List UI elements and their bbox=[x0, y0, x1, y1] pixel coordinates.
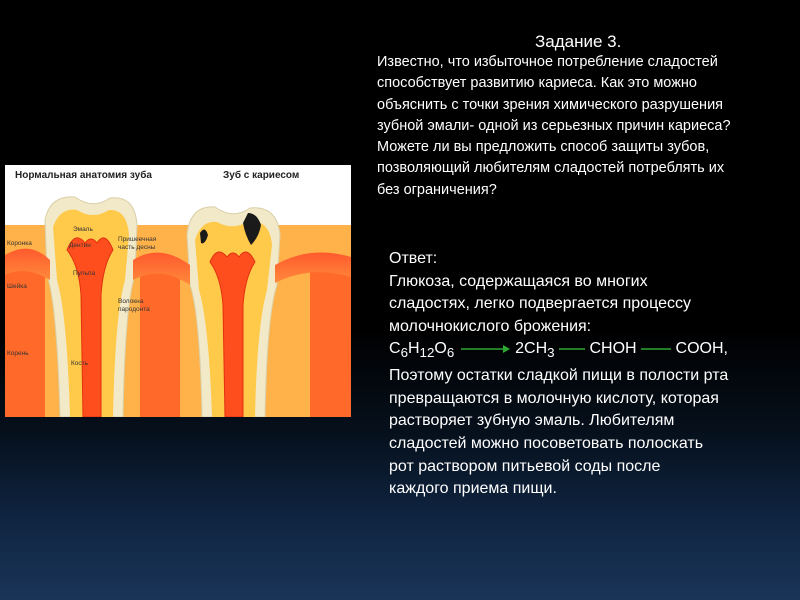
answer-line: Глюкоза, содержащаяся во многих bbox=[389, 272, 648, 290]
formula-h: H bbox=[407, 340, 420, 358]
answer-line: сладостей можно посоветовать полоскать bbox=[389, 434, 704, 452]
answer-label: Ответ: bbox=[389, 250, 438, 267]
answer-line: каждого приема пищи. bbox=[389, 480, 557, 498]
bond-line-icon bbox=[641, 344, 671, 354]
label-pulp: Пульпа bbox=[73, 270, 96, 277]
formula-o: O bbox=[434, 340, 447, 358]
formula-product-coef: 2CH bbox=[515, 340, 548, 358]
task-line: зубной эмали- одной из серьезных причин кариеса? bbox=[377, 117, 731, 134]
label-enamel: Эмаль bbox=[73, 226, 93, 233]
formula-c-sub: 6 bbox=[400, 345, 408, 361]
answer-line: молочнокислого брожения: bbox=[389, 317, 592, 335]
task-question bbox=[377, 52, 787, 201]
answer-line: превращаются в молочную кислоту, которая bbox=[389, 389, 719, 407]
label-gum: Пришеечная bbox=[118, 236, 157, 243]
label-neck: Шейка bbox=[7, 283, 27, 290]
formula-o-sub: 6 bbox=[446, 345, 455, 361]
task-line: позволяющий любителям сладостей потреблять их bbox=[377, 160, 725, 177]
task-title: Задание 3. bbox=[535, 32, 622, 51]
answer-line: растворяет зубную эмаль. Любителям bbox=[389, 412, 675, 430]
label-dentin: Дентин bbox=[69, 242, 91, 249]
label-gum2: часть десны bbox=[118, 244, 156, 251]
answer-line: рот раствором питьевой соды после bbox=[389, 457, 661, 475]
tooth-illustration bbox=[5, 165, 351, 417]
label-bone: Кость bbox=[71, 360, 89, 367]
task-line: объяснить с точки зрения химического разрушения bbox=[377, 96, 724, 113]
formula-product-mid: CHOH bbox=[589, 340, 637, 358]
tooth-anatomy-figure bbox=[5, 165, 351, 417]
label-fibers: Волокна bbox=[118, 298, 144, 305]
task-line: без ограничения? bbox=[377, 181, 497, 198]
figure-title-caries: Зуб с кариесом bbox=[223, 170, 300, 181]
bond-line-icon bbox=[559, 344, 585, 354]
answer-block bbox=[389, 248, 794, 501]
label-crown: Коронка bbox=[7, 240, 32, 247]
answer-line: Поэтому остатки сладкой пищи в полости рта bbox=[389, 367, 729, 385]
reaction-arrow-icon bbox=[459, 344, 511, 354]
formula-c: C bbox=[389, 340, 401, 358]
caries-tooth bbox=[187, 207, 280, 417]
task-line: Известно, что избыточное потребление сладостей bbox=[377, 54, 718, 70]
task-line: Можете ли вы предложить способ защиты зубов, bbox=[377, 139, 710, 156]
formula-product-sub: 3 bbox=[547, 345, 555, 361]
figure-title-normal: Нормальная анатомия зуба bbox=[15, 170, 152, 181]
answer-line: сладостях, легко подвергается процессу bbox=[389, 295, 691, 313]
formula-product-end: COOH, bbox=[675, 340, 728, 358]
reaction-equation bbox=[389, 338, 794, 365]
label-fibers2: пародонта bbox=[118, 306, 150, 313]
label-root: Корень bbox=[7, 350, 29, 357]
formula-h-sub: 12 bbox=[419, 345, 435, 361]
task-line: способствует развитию кариеса. Как это можно bbox=[377, 75, 697, 92]
